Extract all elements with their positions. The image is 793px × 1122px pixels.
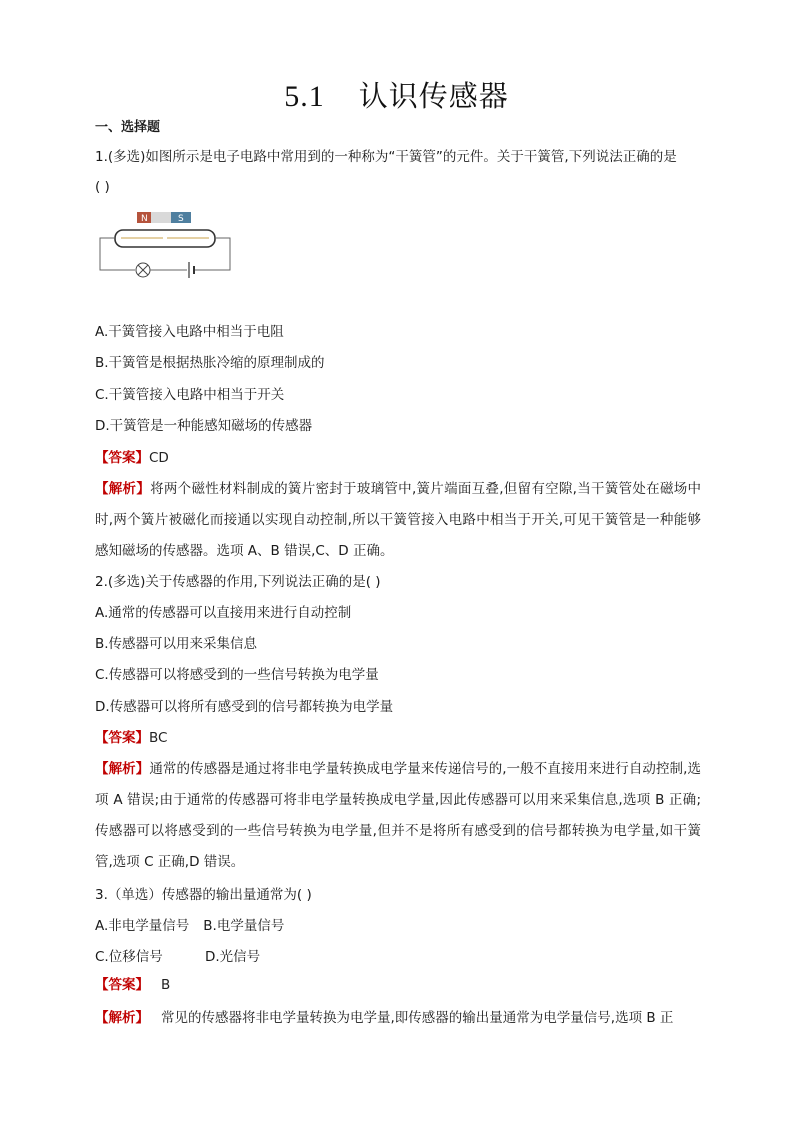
q1-analysis [95, 474, 701, 567]
magnet-s-label: S [178, 214, 184, 224]
q1-stem-bracket: ( ) [95, 179, 110, 195]
magnet-middle [151, 212, 161, 223]
q3-option-a: A.非电学量信号 [95, 918, 190, 934]
analysis-tag: 【解析】 [95, 1010, 149, 1026]
q3-answer-value: B [161, 977, 171, 993]
q1-option-b: B.干簧管是根据热胀冷缩的原理制成的 [95, 355, 325, 371]
q1-answer-value: CD [149, 450, 169, 466]
q3-answer [95, 975, 170, 995]
reed-switch-diagram [95, 205, 235, 285]
title-number: 5.1 [284, 80, 325, 113]
q3-option-c: C.位移信号 [95, 949, 163, 965]
q3-stem: 3.（单选）传感器的输出量通常为( ) [95, 887, 312, 903]
q3-options-row1 [95, 916, 284, 936]
q2-option-d: D.传感器可以将所有感受到的信号都转换为电学量 [95, 699, 394, 715]
q3-option-d: D.光信号 [205, 949, 261, 965]
q1-option-c: C.干簧管接入电路中相当于开关 [95, 387, 285, 403]
analysis-tag: 【解析】 [95, 481, 151, 497]
q2-analysis [95, 754, 701, 878]
q1-stem: 1.(多选)如图所示是电子电路中常用到的一种称为“干簧管”的元件。关于干簧管,下列说法正确的是 [95, 149, 677, 165]
q1-analysis-text: 将两个磁性材料制成的簧片密封于玻璃管中,簧片端面互叠,但留有空隙,当干簧管处在磁场中时,两个簧片被磁化而接通以实现自动控制,所以干簧管接入电路中相当于开关,可见干簧管是一种能够感知磁场的传感器。选项 A、B 错误,C、D 正确。 [95, 481, 702, 559]
q2-option-a: A.通常的传感器可以直接用来进行自动控制 [95, 605, 352, 621]
q3-analysis [95, 1008, 673, 1028]
q3-option-b: B.电学量信号 [203, 918, 285, 934]
answer-tag: 【答案】 [95, 977, 149, 993]
q2-answer-value: BC [149, 730, 168, 746]
q1-option-a: A.干簧管接入电路中相当于电阻 [95, 324, 284, 340]
q2-analysis-text: 通常的传感器是通过将非电学量转换成电学量来传递信号的,一般不直接用来进行自动控制,选项 A 错误;由于通常的传感器可将非电学量转换成电学量,因此传感器可以用来采集信息,选项 B 正确;传感器可以将感受到的一些信号转换为电学量,但并不是将所有感受到的信号都转换为电学量,如干簧管,选项 C 正确,D 错误。 [95, 761, 701, 870]
section-heading: 一、选择题 [95, 120, 161, 135]
q3-analysis-text: 常见的传感器将非电学量转换为电学量,即传感器的输出量通常为电学量信号,选项 B 正 [161, 1010, 674, 1026]
q2-option-c: C.传感器可以将感受到的一些信号转换为电学量 [95, 667, 379, 683]
q2-option-b: B.传感器可以用来采集信息 [95, 636, 258, 652]
answer-tag: 【答案】 [95, 450, 149, 466]
title-text: 认识传感器 [358, 79, 509, 113]
answer-tag: 【答案】 [95, 730, 149, 746]
q2-answer [95, 728, 167, 748]
page-title [0, 74, 793, 115]
q1-answer [95, 448, 169, 468]
q2-stem: 2.(多选)关于传感器的作用,下列说法正确的是( ) [95, 574, 381, 590]
magnet-n-label: N [141, 214, 148, 224]
analysis-tag: 【解析】 [95, 761, 150, 777]
q1-option-d: D.干簧管是一种能感知磁场的传感器 [95, 418, 313, 434]
q3-options-row2 [95, 947, 260, 967]
